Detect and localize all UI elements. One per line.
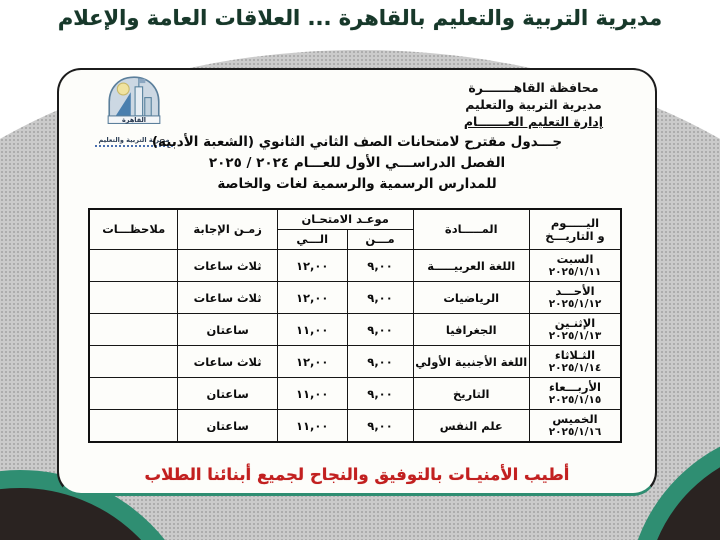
cell-day [530, 314, 622, 346]
table-row [89, 282, 621, 314]
col-header-notes: ملاحظـــات [89, 209, 178, 250]
cell-subject: اللغة العربيـــــة [413, 250, 530, 282]
cell-time-from: ٩,٠٠ [347, 314, 413, 346]
day-date: ٢٠٢٥/١/١٢ [548, 297, 602, 310]
cell-time-to: ١١,٠٠ [277, 410, 347, 443]
cell-notes [89, 282, 178, 314]
cell-duration: ساعتان [178, 410, 277, 443]
cell-time-from: ٩,٠٠ [347, 378, 413, 410]
col-header-day-line2: و التاريـــخ [545, 228, 605, 243]
cell-time-to: ١٢,٠٠ [277, 250, 347, 282]
day-name: الإثنـين [554, 315, 596, 330]
cell-subject: علم النفس [413, 410, 530, 443]
day-name: السبت [556, 251, 594, 266]
cell-subject: الرياضيات [413, 282, 530, 314]
table-row [89, 250, 621, 282]
cell-duration: ساعتان [178, 378, 277, 410]
cell-time-from: ٩,٠٠ [347, 282, 413, 314]
cell-notes [89, 346, 178, 378]
col-header-to: الـــي [277, 230, 347, 250]
svg-text:القاهرة: القاهرة [121, 115, 147, 124]
schedule-title-line3: للمدارس الرسمية والرسمية لغات والخاصة [217, 176, 497, 192]
page-title: مديرية التربية والتعليم بالقاهرة ... العلاقات العامة والإعلام [57, 6, 663, 30]
day-date: ٢٠٢٥/١/١٣ [548, 329, 602, 342]
schedule-title-line2: الفصل الدراســـي الأول للعـــام ٢٠٢٤ / ٢٠٢٥ [208, 155, 506, 171]
col-header-from: مـــن [347, 230, 413, 250]
cell-time-to: ١٢,٠٠ [277, 346, 347, 378]
table-row [89, 346, 621, 378]
cell-duration: ساعتان [178, 314, 277, 346]
letterhead-governorate: محافظة القاهـــــــرة [468, 80, 599, 95]
exam-table-body [89, 250, 621, 443]
letterhead [426, 79, 641, 130]
cell-day [530, 346, 622, 378]
col-header-exam-time: موعـد الامتحـان [277, 209, 413, 230]
day-name: الثـلاثاء [554, 347, 596, 362]
cell-duration: ثلاث ساعات [178, 282, 277, 314]
cell-day [530, 282, 622, 314]
cell-day [530, 410, 622, 443]
table-row [89, 314, 621, 346]
day-date: ٢٠٢٥/١/١١ [548, 265, 602, 278]
schedule-title [59, 132, 655, 195]
day-date: ٢٠٢٥/١/١٦ [548, 425, 602, 438]
cell-time-from: ٩,٠٠ [347, 346, 413, 378]
logo-caption: مديرية التربية والتعليم [95, 136, 173, 147]
day-name: الأحـــد [555, 283, 595, 298]
cell-subject: التاريخ [413, 378, 530, 410]
letterhead-administration: إدارة التعليم العـــــــام [463, 114, 604, 129]
cell-time-to: ١٢,٠٠ [277, 282, 347, 314]
cell-notes [89, 378, 178, 410]
day-name: الخميس [552, 411, 598, 426]
cell-day [530, 378, 622, 410]
cell-duration: ثلاث ساعات [178, 250, 277, 282]
table-row [89, 378, 621, 410]
cell-notes [89, 410, 178, 443]
schedule-title-line1: جـــدول مقترح لامتحانات الصف الثاني الثانوي (الشعبة الأدبية) [151, 134, 563, 150]
cell-notes [89, 250, 178, 282]
cell-time-from: ٩,٠٠ [347, 250, 413, 282]
table-header-row-1 [89, 209, 621, 230]
day-date: ٢٠٢٥/١/١٥ [548, 393, 602, 406]
document-sheet [57, 68, 657, 496]
cell-time-to: ١١,٠٠ [277, 314, 347, 346]
col-header-duration: زمـن الإجابة [178, 209, 277, 250]
col-header-subject: المـــــادة [413, 209, 530, 250]
day-date: ٢٠٢٥/١/١٤ [548, 361, 602, 374]
cell-subject: اللغة الأجنبية الأولي [413, 346, 530, 378]
letterhead-directorate: مديرية التربية والتعليم [465, 97, 602, 112]
cell-subject: الجغرافيا [413, 314, 530, 346]
table-row [89, 410, 621, 443]
day-name: الأربـــعاء [549, 379, 601, 394]
cell-time-from: ٩,٠٠ [347, 410, 413, 443]
col-header-day-line1: اليـــــوم [550, 215, 600, 230]
exam-schedule-table [88, 208, 622, 443]
cell-time-to: ١١,٠٠ [277, 378, 347, 410]
cell-duration: ثلاث ساعات [178, 346, 277, 378]
col-header-day [530, 209, 622, 250]
footer-wish: أطيب الأمنيـات بالتوفيق والنجاح لجميع أبنائنا الطلاب [144, 465, 570, 484]
cell-notes [89, 314, 178, 346]
cell-day [530, 250, 622, 282]
directorate-emblem-icon [101, 75, 167, 131]
